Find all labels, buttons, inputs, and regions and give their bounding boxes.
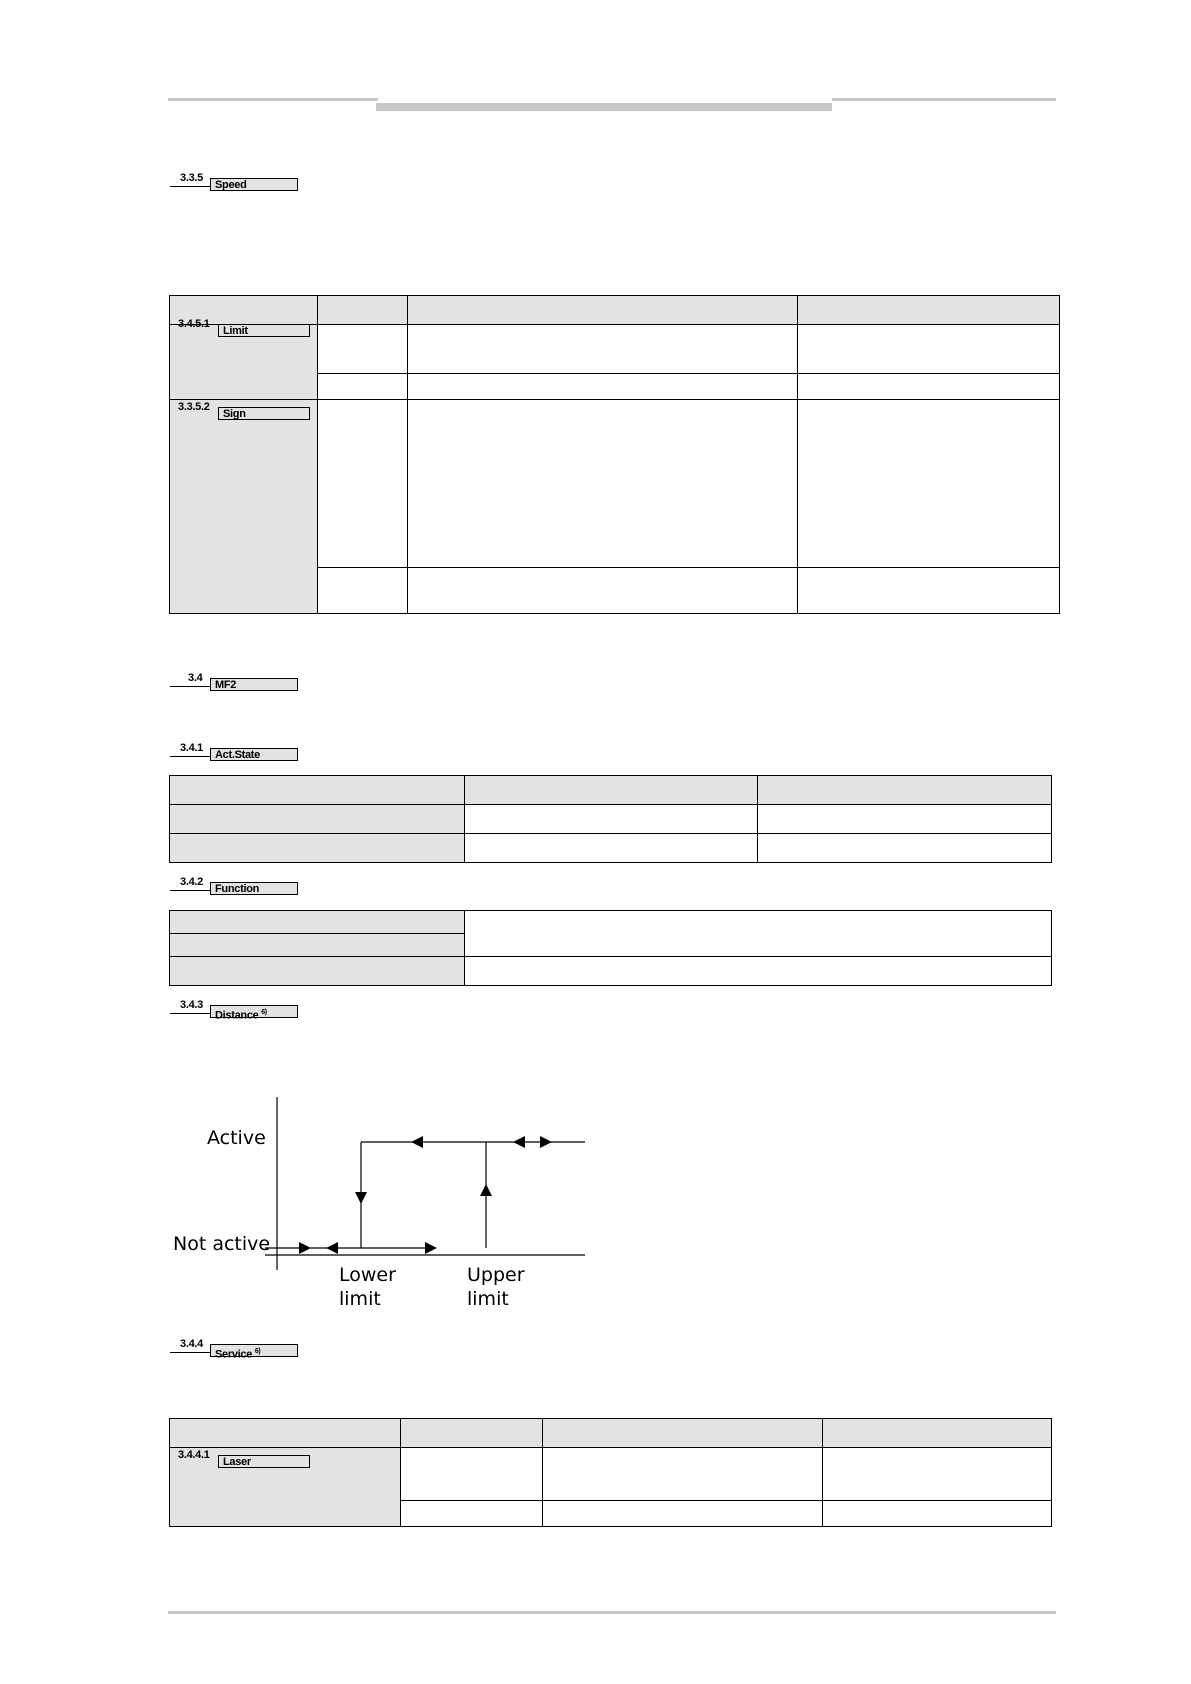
- marker-line: [170, 1352, 210, 1353]
- table-row: [170, 400, 1060, 568]
- upper-limit-label-line1: Upper: [467, 1264, 525, 1286]
- table-cell: [464, 957, 1051, 986]
- marker-line: [170, 890, 210, 891]
- header-rule-right: [832, 98, 1056, 101]
- sign-row-label: [170, 400, 318, 614]
- lower-limit-label: [339, 1263, 396, 1311]
- section-marker-sign: [170, 401, 310, 425]
- table-cell: [170, 834, 465, 863]
- header-cell: [823, 1419, 1052, 1448]
- section-title: Act.State: [210, 748, 298, 761]
- header-cell: [464, 776, 758, 805]
- arrow-up: [480, 1184, 492, 1196]
- active-label: Active: [207, 1127, 266, 1149]
- arrow-right-3: [540, 1136, 552, 1148]
- table-cell: [542, 1448, 823, 1501]
- section-marker-laser: [170, 1449, 310, 1473]
- lower-limit-label-line2: limit: [339, 1288, 381, 1310]
- section-title: Function: [210, 882, 298, 895]
- section-number: 3.4.4.1: [178, 1449, 210, 1461]
- table-cell: [170, 934, 465, 957]
- marker-line: [170, 686, 210, 687]
- header-cell: [170, 1419, 401, 1448]
- section-marker-mf2: [170, 672, 310, 696]
- table-cell: [407, 568, 798, 614]
- table-cell: [170, 957, 465, 986]
- header-cell: [400, 1419, 542, 1448]
- table-row: [170, 805, 1052, 834]
- section-title: Limit: [218, 324, 310, 337]
- table-cell: [317, 400, 407, 568]
- table-cell: [798, 374, 1060, 400]
- table-cell: [317, 568, 407, 614]
- laser-row-label: [170, 1448, 401, 1527]
- section-marker-limit: [170, 318, 310, 342]
- table-row: [170, 957, 1052, 986]
- arrow-right-1: [299, 1242, 311, 1254]
- section-number: 3.4.2: [180, 876, 203, 888]
- marker-line: [170, 186, 210, 187]
- section-title: [210, 1005, 298, 1022]
- section-title: [210, 1344, 298, 1361]
- header-cell: [798, 296, 1060, 325]
- table-cell: [542, 1501, 823, 1527]
- header-cell: [170, 776, 465, 805]
- section-number: 3.4.1: [180, 742, 203, 754]
- table-cell: [798, 568, 1060, 614]
- section-title: Speed: [210, 178, 298, 191]
- table-cell: [464, 805, 758, 834]
- section-marker-service: [170, 1338, 310, 1362]
- table-cell: [823, 1501, 1052, 1527]
- section-title-text: Service: [215, 1348, 253, 1361]
- section-number: 3.4.5.1: [178, 318, 210, 330]
- table-cell: [317, 325, 407, 374]
- lower-limit-label-line1: Lower: [339, 1264, 396, 1286]
- section-title: Laser: [218, 1455, 310, 1468]
- header-rule-center: [376, 103, 832, 111]
- limit-row-label: [170, 318, 318, 400]
- table-cell: [464, 834, 758, 863]
- table-cell: [317, 374, 407, 400]
- section-marker-speed: [170, 172, 310, 196]
- speed-table: [169, 295, 1060, 614]
- arrow-left-3: [513, 1136, 525, 1148]
- service-table: [169, 1418, 1052, 1527]
- table-cell: [464, 911, 1051, 957]
- table-row: [170, 911, 1052, 934]
- table-cell: [170, 911, 465, 934]
- footer-rule: [168, 1611, 1056, 1614]
- table-header-row: [170, 1419, 1052, 1448]
- function-table: [169, 910, 1052, 986]
- section-number: 3.4.4: [180, 1338, 203, 1350]
- footnote-ref: 6): [254, 1348, 261, 1355]
- table-cell: [823, 1448, 1052, 1501]
- section-marker-distance: [170, 999, 310, 1023]
- section-number: 3.4.3: [180, 999, 203, 1011]
- section-title-text: Distance: [215, 1009, 259, 1022]
- table-cell: [407, 325, 798, 374]
- header-cell: [758, 776, 1052, 805]
- table-cell: [400, 1448, 542, 1501]
- section-number: 3.3.5: [180, 172, 203, 184]
- marker-line: [170, 1013, 210, 1014]
- table-cell: [798, 325, 1060, 374]
- table-cell: [758, 834, 1052, 863]
- table-cell: [758, 805, 1052, 834]
- footnote-ref: 6): [261, 1009, 267, 1016]
- act-state-table: [169, 775, 1052, 863]
- not-active-label: Not active: [173, 1233, 271, 1255]
- table-cell: [798, 400, 1060, 568]
- arrow-left-1: [326, 1242, 338, 1254]
- upper-limit-label-line2: limit: [467, 1288, 509, 1310]
- arrow-down: [355, 1192, 367, 1204]
- section-number: 3.3.5.2: [178, 401, 210, 413]
- header-cell: [317, 296, 407, 325]
- header-cell: [407, 296, 798, 325]
- table-row: [170, 1448, 1052, 1501]
- section-number: 3.4: [188, 672, 203, 684]
- section-title: Sign: [218, 407, 310, 420]
- arrow-right-2: [425, 1242, 437, 1254]
- table-cell: [407, 400, 798, 568]
- table-cell: [400, 1501, 542, 1527]
- table-header-row: [170, 776, 1052, 805]
- section-title: MF2: [210, 678, 298, 691]
- header-cell: [542, 1419, 823, 1448]
- table-row: [170, 325, 1060, 374]
- table-cell: [170, 805, 465, 834]
- table-cell: [407, 374, 798, 400]
- arrow-left-2: [411, 1136, 423, 1148]
- section-marker-function: [170, 876, 310, 900]
- table-row: [170, 834, 1052, 863]
- header-rule-left: [168, 98, 378, 101]
- marker-line: [170, 756, 210, 757]
- upper-limit-label: [467, 1263, 525, 1311]
- section-marker-act-state: [170, 742, 310, 766]
